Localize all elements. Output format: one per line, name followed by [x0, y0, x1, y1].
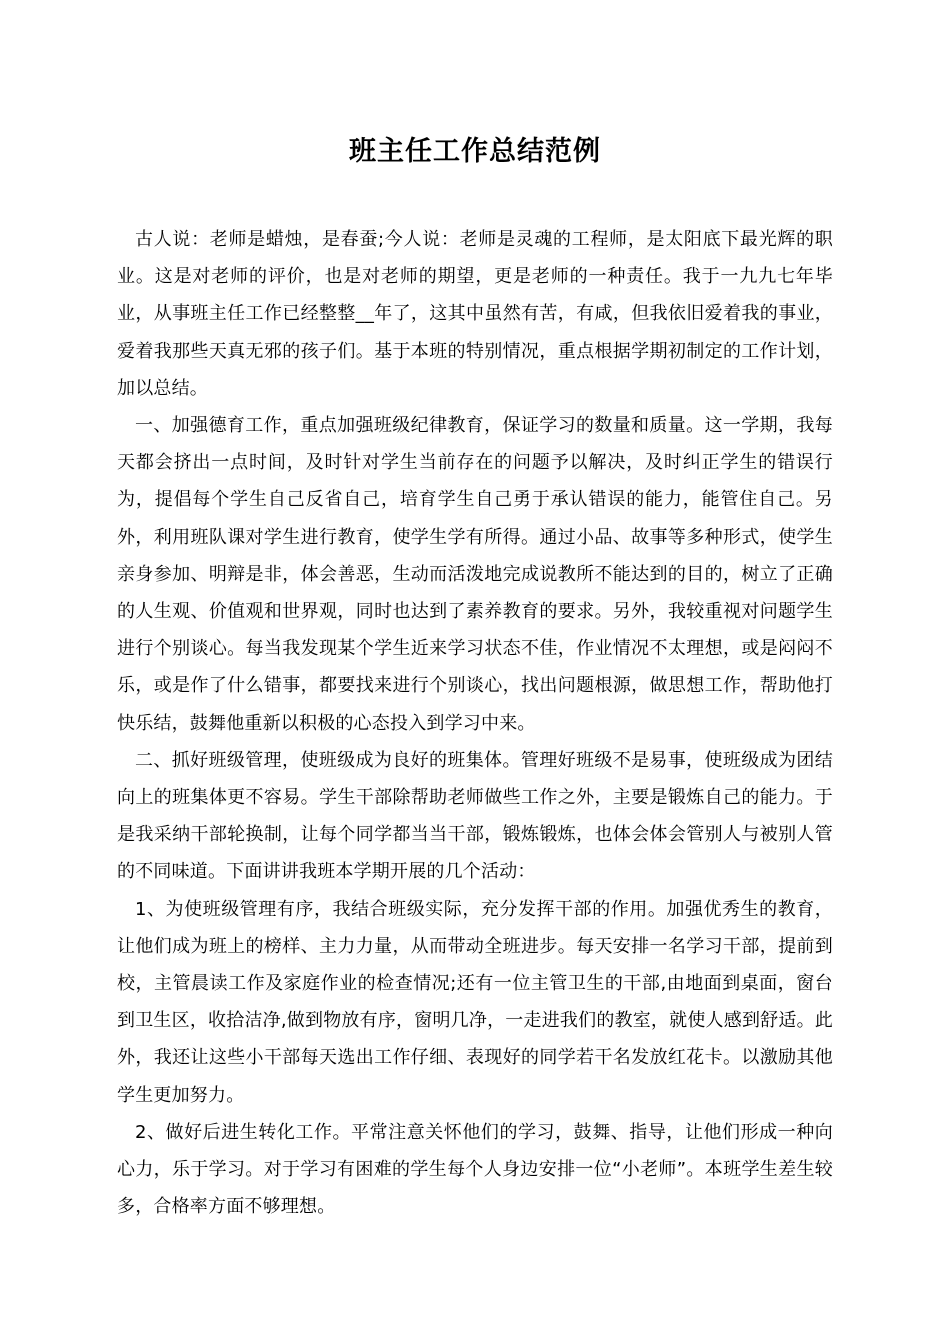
paragraph-activity-2: 2、做好后进生转化工作。平常注意关怀他们的学习，鼓舞、指导，让他们形成一种向心力，乐于学习。对于学习有困难的学生每个人身边安排一位“小老师”。本班学生差生较多，合格率方面不够理想。	[117, 1121, 833, 1218]
paragraph-class-management: 二、抓好班级管理，使班级成为良好的班集体。管理好班级不是易事，使班级成为团结向上的班集体更不容易。学生干部除帮助老师做些工作之外，主要是锻炼自己的能力。于是我采纳干部轮换制，让每个同学都当当干部，锻炼锻炼，也体会体会管别人与被别人管的不同味道。下面讲讲我班本学期开展的几个活动：	[117, 749, 833, 883]
paragraph-activity-1: 1、为使班级管理有序，我结合班级实际，充分发挥干部的作用。加强优秀生的教育，让他们成为班上的榜样、主力力量，从而带动全班进步。每天安排一名学习干部，提前到校，主管晨读工作及家庭作业的检查情况;还有一位主管卫生的干部,由地面到桌面，窗台到卫生区，收拾洁净,做到物放有序，窗明几净，一走进我们的教室，就使人感到舒适。此外，我还让这些小干部每天选出工作仔细、表现好的同学若干名发放红花卡。以激励其他学生更加努力。	[117, 898, 833, 1106]
document-title: 班主任工作总结范例	[349, 136, 601, 167]
document-body	[117, 221, 833, 1225]
paragraph-moral-education: 一、加强德育工作，重点加强班级纪律教育，保证学习的数量和质量。这一学期，我每天都会挤出一点时间，及时针对学生当前存在的问题予以解决，及时纠正学生的错误行为，提倡每个学生自己反省自己，培育学生自己勇于承认错误的能力，能管住自己。另外，利用班队课对学生进行教育，使学生学有所得。通过小品、故事等多种形式，使学生亲身参加、明辩是非，体会善恶，生动而活泼地完成说教所不能达到的目的，树立了正确的人生观、价值观和世界观，同时也达到了素养教育的要求。另外，我较重视对问题学生进行个别谈心。每当我发现某个学生近来学习状态不佳，作业情况不太理想，或是闷闷不乐，或是作了什么错事，都要找来进行个别谈心，找出问题根源，做思想工作，帮助他打快乐结，鼓舞他重新以积极的心态投入到学习中来。	[117, 415, 833, 734]
paragraph-intro: 古人说：老师是蜡烛，是春蚕;今人说：老师是灵魂的工程师，是太阳底下最光辉的职业。这是对老师的评价，也是对老师的期望，更是老师的一种责任。我于一九九七年毕业，从事班主任工作已经整整__年了，这其中虽然有苦，有咸，但我依旧爱着我的事业，爱着我那些天真无邪的孩子们。基于本班的特别情况，重点根据学期初制定的工作计划，加以总结。	[117, 229, 833, 399]
